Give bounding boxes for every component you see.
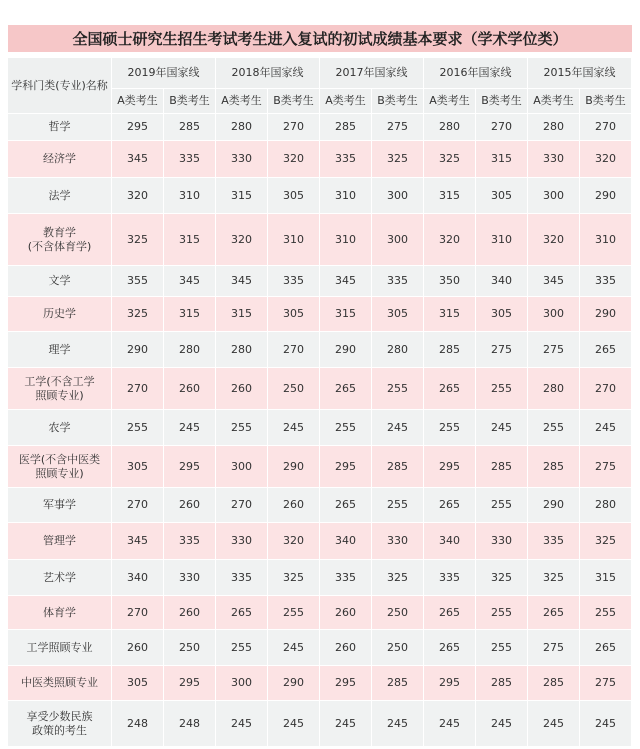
score-a-cell: 280 bbox=[528, 368, 580, 410]
score-b-cell: 255 bbox=[372, 488, 424, 523]
score-a-cell: 350 bbox=[424, 266, 476, 297]
subject-cell: 经济学 bbox=[8, 141, 112, 178]
col-b-header: B类考生 bbox=[580, 89, 632, 114]
score-a-cell: 265 bbox=[320, 488, 372, 523]
subject-cell: 理学 bbox=[8, 332, 112, 368]
table-body bbox=[8, 114, 632, 747]
subject-cell: 农学 bbox=[8, 410, 112, 446]
score-b-cell: 335 bbox=[164, 523, 216, 560]
score-b-cell: 250 bbox=[268, 368, 320, 410]
score-b-cell: 310 bbox=[476, 214, 528, 266]
score-b-cell: 335 bbox=[164, 141, 216, 178]
score-a-cell: 265 bbox=[424, 630, 476, 666]
score-b-cell: 255 bbox=[580, 596, 632, 630]
score-b-cell: 255 bbox=[268, 596, 320, 630]
score-a-cell: 300 bbox=[528, 178, 580, 214]
score-b-cell: 305 bbox=[476, 297, 528, 332]
table-header bbox=[8, 58, 632, 114]
score-b-cell: 260 bbox=[164, 368, 216, 410]
score-a-cell: 275 bbox=[528, 332, 580, 368]
score-a-cell: 345 bbox=[320, 266, 372, 297]
score-a-cell: 245 bbox=[320, 701, 372, 747]
score-a-cell: 320 bbox=[528, 214, 580, 266]
score-a-cell: 255 bbox=[216, 410, 268, 446]
score-a-cell: 335 bbox=[320, 141, 372, 178]
subject-cell: 教育学 (不含体育学) bbox=[8, 214, 112, 266]
score-a-cell: 310 bbox=[320, 214, 372, 266]
score-b-cell: 345 bbox=[164, 266, 216, 297]
score-b-cell: 275 bbox=[580, 446, 632, 488]
score-a-cell: 280 bbox=[424, 114, 476, 141]
score-a-cell: 255 bbox=[112, 410, 164, 446]
score-b-cell: 245 bbox=[372, 410, 424, 446]
score-b-cell: 285 bbox=[372, 666, 424, 701]
score-b-cell: 270 bbox=[268, 332, 320, 368]
table-row bbox=[8, 214, 632, 266]
score-a-cell: 345 bbox=[216, 266, 268, 297]
score-a-cell: 355 bbox=[112, 266, 164, 297]
score-a-cell: 315 bbox=[216, 178, 268, 214]
year-header-2015: 2015年国家线 bbox=[528, 58, 632, 89]
score-a-cell: 280 bbox=[216, 332, 268, 368]
score-b-cell: 250 bbox=[372, 630, 424, 666]
score-a-cell: 345 bbox=[528, 266, 580, 297]
score-a-cell: 335 bbox=[424, 560, 476, 596]
col-a-header: A类考生 bbox=[112, 89, 164, 114]
score-a-cell: 325 bbox=[112, 297, 164, 332]
score-a-cell: 305 bbox=[112, 666, 164, 701]
table-row bbox=[8, 560, 632, 596]
subject-cell: 哲学 bbox=[8, 114, 112, 141]
score-b-cell: 280 bbox=[164, 332, 216, 368]
score-b-cell: 285 bbox=[372, 446, 424, 488]
score-a-cell: 265 bbox=[320, 368, 372, 410]
score-b-cell: 255 bbox=[476, 488, 528, 523]
score-b-cell: 290 bbox=[580, 178, 632, 214]
col-b-header: B类考生 bbox=[268, 89, 320, 114]
score-b-cell: 265 bbox=[580, 332, 632, 368]
score-a-cell: 255 bbox=[528, 410, 580, 446]
score-b-cell: 330 bbox=[164, 560, 216, 596]
score-a-cell: 260 bbox=[320, 630, 372, 666]
score-a-cell: 330 bbox=[216, 523, 268, 560]
score-b-cell: 330 bbox=[476, 523, 528, 560]
table-row bbox=[8, 666, 632, 701]
score-b-cell: 315 bbox=[476, 141, 528, 178]
score-b-cell: 325 bbox=[580, 523, 632, 560]
score-b-cell: 270 bbox=[268, 114, 320, 141]
score-a-cell: 245 bbox=[528, 701, 580, 747]
year-header-2018: 2018年国家线 bbox=[216, 58, 320, 89]
col-b-header: B类考生 bbox=[476, 89, 528, 114]
score-b-cell: 275 bbox=[372, 114, 424, 141]
score-a-cell: 315 bbox=[424, 297, 476, 332]
score-b-cell: 335 bbox=[372, 266, 424, 297]
score-a-cell: 315 bbox=[320, 297, 372, 332]
score-a-cell: 260 bbox=[320, 596, 372, 630]
year-header-2016: 2016年国家线 bbox=[424, 58, 528, 89]
score-b-cell: 285 bbox=[476, 446, 528, 488]
score-a-cell: 335 bbox=[528, 523, 580, 560]
subject-cell: 医学(不含中医类 照顾专业) bbox=[8, 446, 112, 488]
score-b-cell: 265 bbox=[580, 630, 632, 666]
score-b-cell: 310 bbox=[268, 214, 320, 266]
score-a-cell: 340 bbox=[112, 560, 164, 596]
score-b-cell: 305 bbox=[268, 178, 320, 214]
score-a-cell: 330 bbox=[528, 141, 580, 178]
score-a-cell: 295 bbox=[424, 446, 476, 488]
score-b-cell: 325 bbox=[372, 560, 424, 596]
score-a-cell: 280 bbox=[528, 114, 580, 141]
table-row bbox=[8, 114, 632, 141]
page-title: 全国硕士研究生招生考试考生进入复试的初试成绩基本要求（学术学位类） bbox=[8, 25, 632, 52]
table-row bbox=[8, 446, 632, 488]
subject-cell: 中医类照顾专业 bbox=[8, 666, 112, 701]
score-b-cell: 340 bbox=[476, 266, 528, 297]
score-b-cell: 245 bbox=[164, 410, 216, 446]
score-a-cell: 295 bbox=[424, 666, 476, 701]
score-a-cell: 300 bbox=[528, 297, 580, 332]
table-row bbox=[8, 410, 632, 446]
score-b-cell: 315 bbox=[164, 214, 216, 266]
table-row bbox=[8, 141, 632, 178]
score-a-cell: 260 bbox=[216, 368, 268, 410]
score-a-cell: 245 bbox=[424, 701, 476, 747]
score-a-cell: 265 bbox=[528, 596, 580, 630]
score-b-cell: 300 bbox=[372, 178, 424, 214]
table-row bbox=[8, 368, 632, 410]
table-row bbox=[8, 488, 632, 523]
score-a-cell: 285 bbox=[320, 114, 372, 141]
score-a-cell: 320 bbox=[112, 178, 164, 214]
score-a-cell: 340 bbox=[320, 523, 372, 560]
score-b-cell: 310 bbox=[580, 214, 632, 266]
score-a-cell: 295 bbox=[320, 666, 372, 701]
score-b-cell: 260 bbox=[268, 488, 320, 523]
score-a-cell: 290 bbox=[112, 332, 164, 368]
score-b-cell: 325 bbox=[268, 560, 320, 596]
score-b-cell: 335 bbox=[580, 266, 632, 297]
score-a-cell: 300 bbox=[216, 666, 268, 701]
score-b-cell: 285 bbox=[164, 114, 216, 141]
subject-column-header: 学科门类(专业)名称 bbox=[8, 58, 112, 114]
score-a-cell: 305 bbox=[112, 446, 164, 488]
score-b-cell: 300 bbox=[372, 214, 424, 266]
score-a-cell: 295 bbox=[320, 446, 372, 488]
table-row bbox=[8, 523, 632, 560]
score-a-cell: 270 bbox=[112, 488, 164, 523]
score-a-cell: 280 bbox=[216, 114, 268, 141]
score-a-cell: 255 bbox=[216, 630, 268, 666]
subject-cell: 体育学 bbox=[8, 596, 112, 630]
score-b-cell: 255 bbox=[476, 368, 528, 410]
score-b-cell: 275 bbox=[476, 332, 528, 368]
score-b-cell: 250 bbox=[164, 630, 216, 666]
score-a-cell: 265 bbox=[424, 368, 476, 410]
score-a-cell: 265 bbox=[424, 596, 476, 630]
score-b-cell: 320 bbox=[268, 523, 320, 560]
score-b-cell: 245 bbox=[372, 701, 424, 747]
score-a-cell: 340 bbox=[424, 523, 476, 560]
score-a-cell: 325 bbox=[112, 214, 164, 266]
score-a-cell: 335 bbox=[216, 560, 268, 596]
table-row bbox=[8, 266, 632, 297]
year-header-2019: 2019年国家线 bbox=[112, 58, 216, 89]
score-b-cell: 305 bbox=[476, 178, 528, 214]
score-b-cell: 245 bbox=[476, 701, 528, 747]
score-a-cell: 345 bbox=[112, 141, 164, 178]
score-b-cell: 245 bbox=[268, 630, 320, 666]
subject-cell: 历史学 bbox=[8, 297, 112, 332]
table-row bbox=[8, 596, 632, 630]
col-a-header: A类考生 bbox=[424, 89, 476, 114]
subject-cell: 享受少数民族 政策的考生 bbox=[8, 701, 112, 747]
score-b-cell: 320 bbox=[580, 141, 632, 178]
score-a-cell: 315 bbox=[216, 297, 268, 332]
score-a-cell: 285 bbox=[424, 332, 476, 368]
col-a-header: A类考生 bbox=[216, 89, 268, 114]
score-b-cell: 248 bbox=[164, 701, 216, 747]
score-b-cell: 315 bbox=[164, 297, 216, 332]
score-b-cell: 245 bbox=[268, 701, 320, 747]
subject-cell: 法学 bbox=[8, 178, 112, 214]
score-b-cell: 255 bbox=[476, 596, 528, 630]
score-a-cell: 285 bbox=[528, 446, 580, 488]
year-header-2017: 2017年国家线 bbox=[320, 58, 424, 89]
score-a-cell: 345 bbox=[112, 523, 164, 560]
score-b-cell: 255 bbox=[476, 630, 528, 666]
score-b-cell: 315 bbox=[580, 560, 632, 596]
score-a-cell: 320 bbox=[216, 214, 268, 266]
score-a-cell: 300 bbox=[216, 446, 268, 488]
score-a-cell: 330 bbox=[216, 141, 268, 178]
score-b-cell: 330 bbox=[372, 523, 424, 560]
table-row bbox=[8, 630, 632, 666]
score-b-cell: 290 bbox=[268, 666, 320, 701]
score-b-cell: 295 bbox=[164, 446, 216, 488]
score-b-cell: 250 bbox=[372, 596, 424, 630]
score-a-cell: 255 bbox=[424, 410, 476, 446]
subject-cell: 工学(不含工学 照顾专业) bbox=[8, 368, 112, 410]
score-b-cell: 295 bbox=[164, 666, 216, 701]
score-a-cell: 270 bbox=[112, 368, 164, 410]
score-b-cell: 260 bbox=[164, 488, 216, 523]
score-b-cell: 270 bbox=[476, 114, 528, 141]
table-row bbox=[8, 297, 632, 332]
score-a-cell: 310 bbox=[320, 178, 372, 214]
score-a-cell: 325 bbox=[424, 141, 476, 178]
table-row bbox=[8, 178, 632, 214]
score-a-cell: 290 bbox=[528, 488, 580, 523]
score-b-cell: 335 bbox=[268, 266, 320, 297]
col-a-header: A类考生 bbox=[528, 89, 580, 114]
score-b-cell: 285 bbox=[476, 666, 528, 701]
subject-cell: 工学照顾专业 bbox=[8, 630, 112, 666]
score-a-cell: 270 bbox=[112, 596, 164, 630]
score-table bbox=[8, 58, 632, 747]
score-b-cell: 275 bbox=[580, 666, 632, 701]
score-b-cell: 310 bbox=[164, 178, 216, 214]
score-b-cell: 290 bbox=[268, 446, 320, 488]
score-a-cell: 315 bbox=[424, 178, 476, 214]
score-a-cell: 265 bbox=[216, 596, 268, 630]
score-a-cell: 245 bbox=[216, 701, 268, 747]
score-a-cell: 325 bbox=[528, 560, 580, 596]
score-b-cell: 245 bbox=[580, 701, 632, 747]
subject-cell: 军事学 bbox=[8, 488, 112, 523]
score-b-cell: 305 bbox=[372, 297, 424, 332]
subject-cell: 文学 bbox=[8, 266, 112, 297]
score-a-cell: 320 bbox=[424, 214, 476, 266]
score-a-cell: 270 bbox=[216, 488, 268, 523]
score-a-cell: 265 bbox=[424, 488, 476, 523]
score-b-cell: 280 bbox=[580, 488, 632, 523]
score-b-cell: 305 bbox=[268, 297, 320, 332]
score-b-cell: 245 bbox=[476, 410, 528, 446]
score-b-cell: 255 bbox=[372, 368, 424, 410]
score-a-cell: 248 bbox=[112, 701, 164, 747]
score-a-cell: 285 bbox=[528, 666, 580, 701]
score-b-cell: 270 bbox=[580, 114, 632, 141]
col-b-header: B类考生 bbox=[164, 89, 216, 114]
table-row bbox=[8, 701, 632, 747]
score-b-cell: 270 bbox=[580, 368, 632, 410]
score-b-cell: 245 bbox=[268, 410, 320, 446]
score-b-cell: 325 bbox=[476, 560, 528, 596]
table-row bbox=[8, 332, 632, 368]
col-b-header: B类考生 bbox=[372, 89, 424, 114]
score-a-cell: 295 bbox=[112, 114, 164, 141]
score-b-cell: 245 bbox=[580, 410, 632, 446]
score-a-cell: 275 bbox=[528, 630, 580, 666]
subject-cell: 艺术学 bbox=[8, 560, 112, 596]
score-b-cell: 290 bbox=[580, 297, 632, 332]
score-a-cell: 335 bbox=[320, 560, 372, 596]
score-b-cell: 325 bbox=[372, 141, 424, 178]
subject-cell: 管理学 bbox=[8, 523, 112, 560]
score-b-cell: 320 bbox=[268, 141, 320, 178]
score-a-cell: 260 bbox=[112, 630, 164, 666]
score-b-cell: 280 bbox=[372, 332, 424, 368]
score-a-cell: 290 bbox=[320, 332, 372, 368]
score-a-cell: 255 bbox=[320, 410, 372, 446]
score-b-cell: 260 bbox=[164, 596, 216, 630]
col-a-header: A类考生 bbox=[320, 89, 372, 114]
